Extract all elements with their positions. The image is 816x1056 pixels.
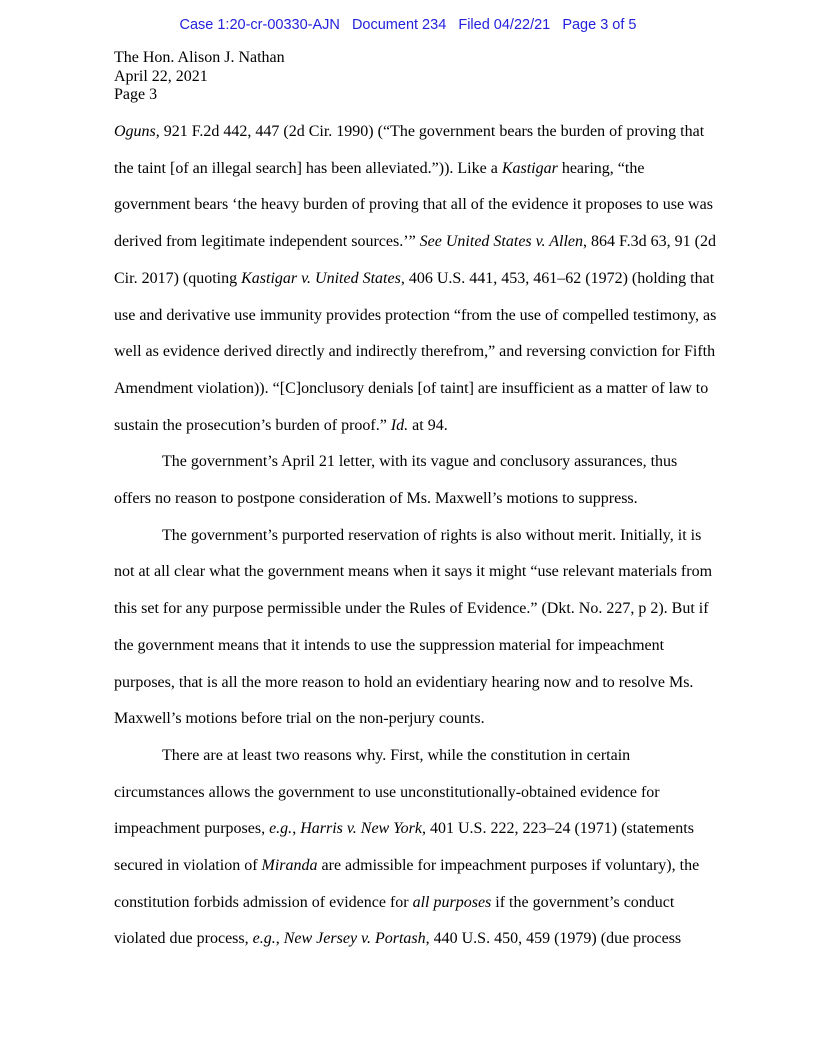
body-line-18: circumstances allows the government to use unconstitutionally-obtained evidence for	[114, 783, 660, 801]
letter-header-line-0: The Hon. Alison J. Nathan	[114, 49, 285, 66]
body-line-16: Maxwell’s motions before trial on the non-perjury counts.	[114, 710, 485, 728]
body-line-11: The government’s purported reservation of rights is also without merit. Initially, it is	[162, 526, 702, 544]
body-line-0: Oguns, 921 F.2d 442, 447 (2d Cir. 1990) (“The government bears the burden of proving that	[114, 123, 705, 140]
letter-header-block	[114, 49, 285, 105]
body-line-3: derived from legitimate independent sources.’” See United States v. Allen, 864 F.3d 63, 91 (2d	[114, 233, 716, 251]
body-line-4: Cir. 2017) (quoting Kastigar v. United States, 406 U.S. 441, 453, 461–62 (1972) (holding that	[114, 269, 715, 287]
body-line-2: government bears ‘the heavy burden of proving that all of the evidence it proposes to use was	[114, 196, 713, 214]
letter-header-line-1: April 22, 2021	[114, 67, 208, 85]
document-body	[114, 114, 754, 958]
body-line-10: offers no reason to postpone consideration of Ms. Maxwell’s motions to suppress.	[114, 490, 638, 508]
body-line-6: well as evidence derived directly and indirectly therefrom,” and reversing conviction for Fifth	[114, 343, 716, 361]
body-line-20: secured in violation of Miranda are admissible for impeachment purposes if voluntary), the	[114, 857, 700, 875]
body-line-5: use and derivative use immunity provides protection “from the use of compelled testimony, as	[114, 306, 717, 324]
letter-header-line-2: Page 3	[114, 86, 158, 104]
body-line-13: this set for any purpose permissible under the Rules of Evidence.” (Dkt. No. 227, p 2). But if	[114, 600, 709, 618]
body-line-8: sustain the prosecution’s burden of proof.” Id. at 94.	[114, 416, 448, 434]
body-line-12: not at all clear what the government means when it says it might “use relevant materials from	[114, 563, 713, 581]
body-line-7: Amendment violation)). “[C]onclusory denials [of taint] are insufficient as a matter of law to	[114, 379, 709, 397]
body-line-22: violated due process, e.g., New Jersey v. Portash, 440 U.S. 450, 459 (1979) (due process	[114, 930, 682, 948]
body-line-19: impeachment purposes, e.g., Harris v. New York, 401 U.S. 222, 223–24 (1971) (statements	[114, 820, 694, 838]
body-line-15: purposes, that is all the more reason to hold an evidentiary hearing now and to resolve Ms.	[114, 673, 694, 691]
body-line-17: There are at least two reasons why. First, while the constitution in certain	[162, 746, 631, 764]
body-line-1: the taint [of an illegal search] has been alleviated.”)). Like a Kastigar hearing, “the	[114, 159, 645, 177]
body-line-21: constitution forbids admission of evidence for all purposes if the government’s conduct	[114, 893, 675, 911]
body-line-9: The government’s April 21 letter, with its vague and conclusory assurances, thus	[162, 453, 678, 471]
ecf-filing-stamp: Case 1:20-cr-00330-AJN Document 234 Filed 04/22/21 Page 3 of 5	[179, 17, 637, 33]
body-line-14: the government means that it intends to use the suppression material for impeachment	[114, 636, 665, 654]
